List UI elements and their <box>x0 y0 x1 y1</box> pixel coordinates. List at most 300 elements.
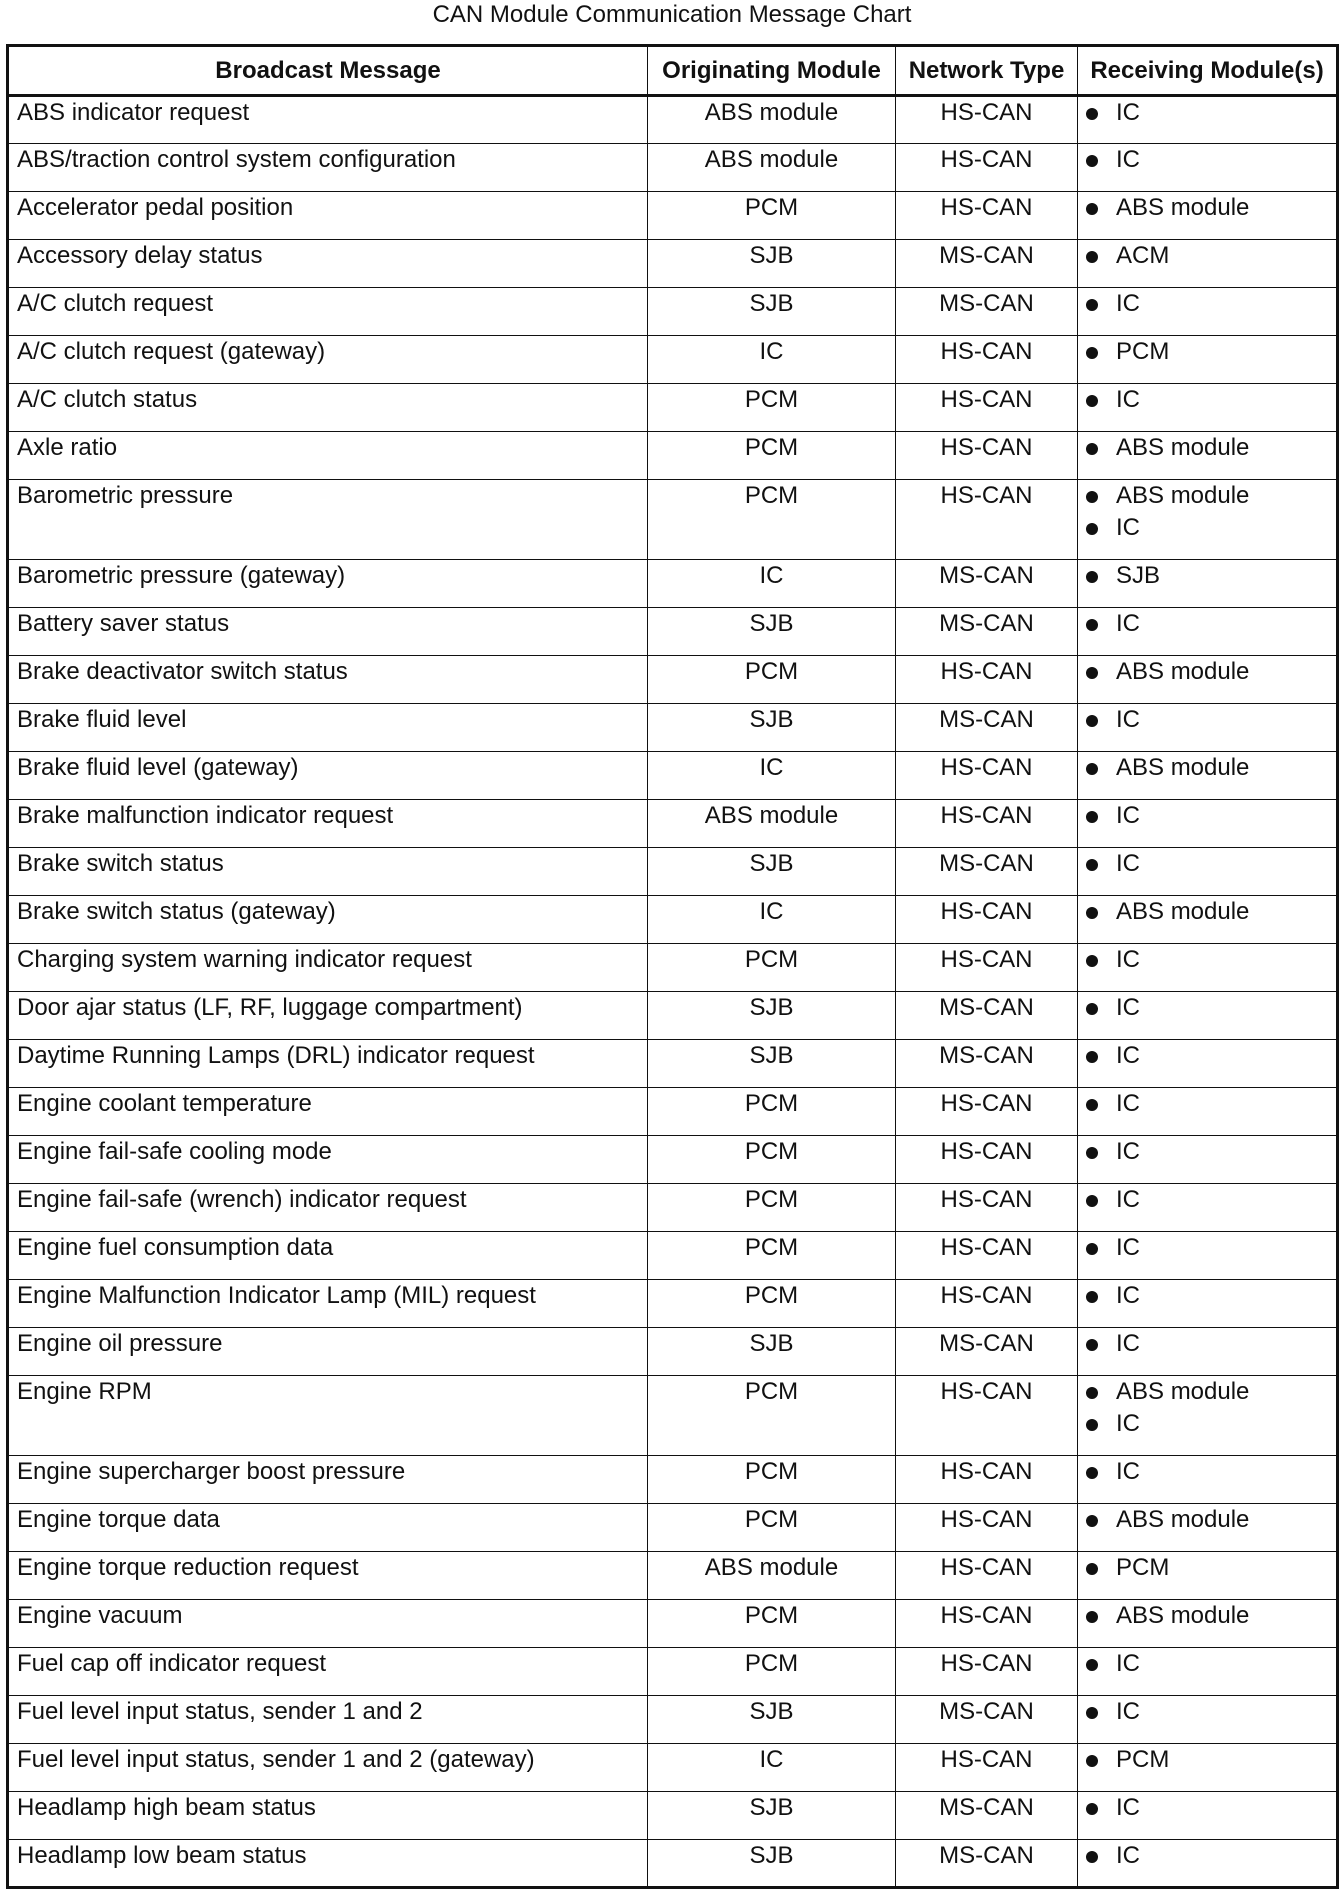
broadcast-message-cell: Brake malfunction indicator request <box>8 800 648 848</box>
receiving-module-item <box>1086 1600 1328 1632</box>
broadcast-message-cell: Engine fail-safe cooling mode <box>8 1136 648 1184</box>
table-row <box>8 704 1338 752</box>
receiving-modules-list <box>1086 1328 1328 1360</box>
table-row <box>8 288 1338 336</box>
receiving-modules-list <box>1086 384 1328 416</box>
broadcast-message-cell: Brake fluid level <box>8 704 648 752</box>
table-row <box>8 1456 1338 1504</box>
broadcast-message-cell: Engine fail-safe (wrench) indicator request <box>8 1184 648 1232</box>
broadcast-message-cell: Accessory delay status <box>8 240 648 288</box>
network-type-cell: MS-CAN <box>896 1328 1078 1376</box>
broadcast-message-cell: Fuel cap off indicator request <box>8 1648 648 1696</box>
receiving-modules-cell <box>1078 1136 1338 1184</box>
receiving-module-item <box>1086 608 1328 640</box>
table-row <box>8 1088 1338 1136</box>
bullet-icon <box>1086 1243 1098 1255</box>
bullet-icon <box>1086 1339 1098 1351</box>
receiving-module-item <box>1086 1376 1328 1408</box>
receiving-modules-cell <box>1078 1040 1338 1088</box>
originating-module-cell: PCM <box>648 480 896 560</box>
broadcast-message-cell: ABS/traction control system configuration <box>8 144 648 192</box>
broadcast-message-cell: Engine oil pressure <box>8 1328 648 1376</box>
receiving-module-item <box>1086 1552 1328 1584</box>
network-type-cell: MS-CAN <box>896 992 1078 1040</box>
receiving-module-label: PCM <box>1116 338 1170 365</box>
network-type-cell: HS-CAN <box>896 1280 1078 1328</box>
receiving-module-item <box>1086 1504 1328 1536</box>
receiving-module-label: PCM <box>1116 1554 1170 1581</box>
receiving-modules-list <box>1086 1552 1328 1584</box>
receiving-modules-list <box>1086 1600 1328 1632</box>
table-row <box>8 144 1338 192</box>
network-type-cell: HS-CAN <box>896 1648 1078 1696</box>
bullet-icon <box>1086 251 1098 263</box>
broadcast-message-cell: ABS indicator request <box>8 96 648 144</box>
bullet-icon <box>1086 1195 1098 1207</box>
table-row <box>8 944 1338 992</box>
receiving-modules-list <box>1086 1456 1328 1488</box>
network-type-cell: HS-CAN <box>896 1504 1078 1552</box>
bullet-icon <box>1086 108 1098 120</box>
broadcast-message-cell: Axle ratio <box>8 432 648 480</box>
network-type-cell: HS-CAN <box>896 192 1078 240</box>
broadcast-message-cell: Battery saver status <box>8 608 648 656</box>
receiving-modules-list <box>1086 240 1328 272</box>
originating-module-cell: ABS module <box>648 144 896 192</box>
table-row <box>8 1696 1338 1744</box>
broadcast-message-cell: Barometric pressure (gateway) <box>8 560 648 608</box>
receiving-module-item <box>1086 1456 1328 1488</box>
network-type-cell: HS-CAN <box>896 944 1078 992</box>
receiving-modules-list <box>1086 752 1328 784</box>
receiving-module-label: IC <box>1116 1650 1140 1677</box>
table-row <box>8 608 1338 656</box>
broadcast-message-cell: Engine coolant temperature <box>8 1088 648 1136</box>
receiving-module-label: ABS module <box>1116 1602 1250 1629</box>
bullet-icon <box>1086 395 1098 407</box>
broadcast-message-cell: Headlamp low beam status <box>8 1840 648 1888</box>
broadcast-message-cell: Brake switch status (gateway) <box>8 896 648 944</box>
receiving-modules-cell <box>1078 896 1338 944</box>
receiving-modules-cell <box>1078 800 1338 848</box>
originating-module-cell: ABS module <box>648 1552 896 1600</box>
bullet-icon <box>1086 1291 1098 1303</box>
receiving-module-item <box>1086 384 1328 416</box>
receiving-module-label: IC <box>1116 1698 1140 1725</box>
table-row <box>8 656 1338 704</box>
broadcast-message-cell: Brake switch status <box>8 848 648 896</box>
table-row <box>8 1040 1338 1088</box>
receiving-modules-cell <box>1078 1328 1338 1376</box>
receiving-module-item <box>1086 1088 1328 1120</box>
table-row <box>8 1600 1338 1648</box>
receiving-modules-cell <box>1078 1280 1338 1328</box>
table-header-row <box>8 46 1338 96</box>
bullet-icon <box>1086 1707 1098 1719</box>
bullet-icon <box>1086 1419 1098 1431</box>
table-row <box>8 1136 1338 1184</box>
bullet-icon <box>1086 667 1098 679</box>
broadcast-message-cell: Daytime Running Lamps (DRL) indicator request <box>8 1040 648 1088</box>
broadcast-message-cell: Brake fluid level (gateway) <box>8 752 648 800</box>
receiving-module-label: IC <box>1116 386 1140 413</box>
network-type-cell: HS-CAN <box>896 1232 1078 1280</box>
receiving-module-item <box>1086 512 1328 544</box>
table-row <box>8 336 1338 384</box>
receiving-modules-list <box>1086 97 1328 129</box>
receiving-module-label: IC <box>1116 1234 1140 1261</box>
table-row <box>8 1840 1338 1888</box>
receiving-module-item <box>1086 1840 1328 1872</box>
receiving-module-item <box>1086 560 1328 592</box>
receiving-module-label: IC <box>1116 1842 1140 1869</box>
receiving-modules-cell <box>1078 992 1338 1040</box>
receiving-module-item <box>1086 432 1328 464</box>
receiving-modules-list <box>1086 1376 1328 1440</box>
receiving-module-item <box>1086 144 1328 176</box>
receiving-modules-list <box>1086 1792 1328 1824</box>
receiving-module-label: ABS module <box>1116 898 1250 925</box>
receiving-module-label: ACM <box>1116 242 1170 269</box>
originating-module-cell: IC <box>648 560 896 608</box>
broadcast-message-cell: Fuel level input status, sender 1 and 2 (gateway) <box>8 1744 648 1792</box>
receiving-module-label: IC <box>1116 1282 1140 1309</box>
table-row <box>8 848 1338 896</box>
receiving-modules-list <box>1086 1840 1328 1872</box>
originating-module-cell: SJB <box>648 1696 896 1744</box>
receiving-modules-cell <box>1078 1600 1338 1648</box>
receiving-modules-list <box>1086 1504 1328 1536</box>
table-row <box>8 1504 1338 1552</box>
receiving-modules-cell <box>1078 1088 1338 1136</box>
bullet-icon <box>1086 1387 1098 1399</box>
table-row <box>8 1648 1338 1696</box>
originating-module-cell: PCM <box>648 1376 896 1456</box>
receiving-modules-cell <box>1078 432 1338 480</box>
receiving-modules-list <box>1086 896 1328 928</box>
network-type-cell: MS-CAN <box>896 1040 1078 1088</box>
receiving-modules-cell <box>1078 656 1338 704</box>
receiving-modules-cell <box>1078 1552 1338 1600</box>
originating-module-cell: IC <box>648 336 896 384</box>
bullet-icon <box>1086 859 1098 871</box>
broadcast-message-cell: Headlamp high beam status <box>8 1792 648 1840</box>
receiving-modules-cell <box>1078 1232 1338 1280</box>
chart-title: CAN Module Communication Message Chart <box>432 1 912 28</box>
network-type-cell: HS-CAN <box>896 1552 1078 1600</box>
bullet-icon <box>1086 811 1098 823</box>
receiving-modules-list <box>1086 1280 1328 1312</box>
originating-module-cell: ABS module <box>648 96 896 144</box>
receiving-module-item <box>1086 1136 1328 1168</box>
bullet-icon <box>1086 1099 1098 1111</box>
bullet-icon <box>1086 619 1098 631</box>
receiving-modules-cell <box>1078 752 1338 800</box>
column-header-broadcast-message: Broadcast Message <box>8 46 648 96</box>
network-type-cell: HS-CAN <box>896 1600 1078 1648</box>
table-body <box>8 96 1338 1888</box>
receiving-module-label: ABS module <box>1116 754 1250 781</box>
broadcast-message-cell: Fuel level input status, sender 1 and 2 <box>8 1696 648 1744</box>
originating-module-cell: SJB <box>648 1040 896 1088</box>
table-row <box>8 896 1338 944</box>
network-type-cell: MS-CAN <box>896 848 1078 896</box>
broadcast-message-cell: Door ajar status (LF, RF, luggage compartment) <box>8 992 648 1040</box>
receiving-module-label: SJB <box>1116 562 1161 589</box>
originating-module-cell: PCM <box>648 192 896 240</box>
broadcast-message-cell: Accelerator pedal position <box>8 192 648 240</box>
originating-module-cell: SJB <box>648 1840 896 1888</box>
receiving-modules-list <box>1086 1088 1328 1120</box>
table-row <box>8 992 1338 1040</box>
receiving-modules-list <box>1086 848 1328 880</box>
broadcast-message-cell: Engine torque data <box>8 1504 648 1552</box>
receiving-modules-cell <box>1078 560 1338 608</box>
bullet-icon <box>1086 1563 1098 1575</box>
receiving-module-label: IC <box>1116 146 1140 173</box>
receiving-module-item <box>1086 896 1328 928</box>
broadcast-message-cell: A/C clutch request (gateway) <box>8 336 648 384</box>
receiving-module-label: IC <box>1116 994 1140 1021</box>
table-row <box>8 1744 1338 1792</box>
broadcast-message-cell: Barometric pressure <box>8 480 648 560</box>
receiving-module-label: ABS module <box>1116 434 1250 461</box>
table-row <box>8 480 1338 560</box>
broadcast-message-cell: Engine vacuum <box>8 1600 648 1648</box>
receiving-modules-list <box>1086 608 1328 640</box>
receiving-modules-list <box>1086 1696 1328 1728</box>
receiving-modules-cell <box>1078 1648 1338 1696</box>
table-row <box>8 752 1338 800</box>
broadcast-message-cell: Engine Malfunction Indicator Lamp (MIL) request <box>8 1280 648 1328</box>
receiving-modules-cell <box>1078 608 1338 656</box>
bullet-icon <box>1086 1803 1098 1815</box>
bullet-icon <box>1086 1515 1098 1527</box>
message-table <box>6 44 1339 1889</box>
network-type-cell: HS-CAN <box>896 96 1078 144</box>
table-row <box>8 96 1338 144</box>
bullet-icon <box>1086 443 1098 455</box>
bullet-icon <box>1086 523 1098 535</box>
table-row <box>8 384 1338 432</box>
table-row <box>8 1232 1338 1280</box>
receiving-module-label: IC <box>1116 1794 1140 1821</box>
network-type-cell: MS-CAN <box>896 288 1078 336</box>
network-type-cell: MS-CAN <box>896 704 1078 752</box>
receiving-module-label: IC <box>1116 802 1140 829</box>
receiving-modules-list <box>1086 1232 1328 1264</box>
column-header-originating-module: Originating Module <box>648 46 896 96</box>
receiving-module-label: IC <box>1116 946 1140 973</box>
receiving-module-label: IC <box>1116 1090 1140 1117</box>
bullet-icon <box>1086 1051 1098 1063</box>
receiving-modules-cell <box>1078 848 1338 896</box>
receiving-module-label: IC <box>1116 514 1140 541</box>
receiving-modules-list <box>1086 992 1328 1024</box>
receiving-module-label: IC <box>1116 1458 1140 1485</box>
originating-module-cell: SJB <box>648 1328 896 1376</box>
receiving-module-item <box>1086 240 1328 272</box>
bullet-icon <box>1086 1611 1098 1623</box>
column-header-network-type: Network Type <box>896 46 1078 96</box>
receiving-module-label: IC <box>1116 290 1140 317</box>
bullet-icon <box>1086 1755 1098 1767</box>
originating-module-cell: IC <box>648 1744 896 1792</box>
originating-module-cell: IC <box>648 896 896 944</box>
network-type-cell: HS-CAN <box>896 800 1078 848</box>
receiving-module-item <box>1086 848 1328 880</box>
broadcast-message-cell: A/C clutch request <box>8 288 648 336</box>
network-type-cell: HS-CAN <box>896 896 1078 944</box>
receiving-modules-list <box>1086 336 1328 368</box>
receiving-modules-cell <box>1078 1504 1338 1552</box>
table-row <box>8 1184 1338 1232</box>
receiving-modules-list <box>1086 656 1328 688</box>
table-row <box>8 800 1338 848</box>
originating-module-cell: SJB <box>648 608 896 656</box>
receiving-modules-cell <box>1078 1792 1338 1840</box>
network-type-cell: HS-CAN <box>896 480 1078 560</box>
receiving-modules-list <box>1086 560 1328 592</box>
bullet-icon <box>1086 1147 1098 1159</box>
receiving-modules-list <box>1086 432 1328 464</box>
broadcast-message-cell: Charging system warning indicator request <box>8 944 648 992</box>
receiving-module-item <box>1086 1280 1328 1312</box>
receiving-module-item <box>1086 1040 1328 1072</box>
receiving-module-item <box>1086 800 1328 832</box>
receiving-module-label: IC <box>1116 1330 1140 1357</box>
table-row <box>8 432 1338 480</box>
bullet-icon <box>1086 155 1098 167</box>
receiving-modules-cell <box>1078 704 1338 752</box>
receiving-modules-list <box>1086 1136 1328 1168</box>
receiving-module-label: IC <box>1116 850 1140 877</box>
receiving-module-label: ABS module <box>1116 1506 1250 1533</box>
originating-module-cell: PCM <box>648 656 896 704</box>
receiving-module-item <box>1086 704 1328 736</box>
receiving-modules-cell <box>1078 96 1338 144</box>
network-type-cell: HS-CAN <box>896 432 1078 480</box>
receiving-modules-list <box>1086 288 1328 320</box>
network-type-cell: HS-CAN <box>896 752 1078 800</box>
originating-module-cell: SJB <box>648 704 896 752</box>
network-type-cell: HS-CAN <box>896 1088 1078 1136</box>
network-type-cell: HS-CAN <box>896 1184 1078 1232</box>
originating-module-cell: PCM <box>648 944 896 992</box>
receiving-modules-cell <box>1078 1696 1338 1744</box>
receiving-module-item <box>1086 1792 1328 1824</box>
receiving-modules-list <box>1086 704 1328 736</box>
table-row <box>8 560 1338 608</box>
table-row <box>8 1280 1338 1328</box>
originating-module-cell: PCM <box>648 1136 896 1184</box>
originating-module-cell: PCM <box>648 1504 896 1552</box>
receiving-modules-cell <box>1078 1840 1338 1888</box>
receiving-modules-cell <box>1078 480 1338 560</box>
receiving-modules-cell <box>1078 192 1338 240</box>
originating-module-cell: PCM <box>648 1232 896 1280</box>
originating-module-cell: PCM <box>648 1280 896 1328</box>
receiving-module-item <box>1086 288 1328 320</box>
receiving-module-label: ABS module <box>1116 482 1250 509</box>
originating-module-cell: IC <box>648 752 896 800</box>
receiving-module-item <box>1086 752 1328 784</box>
bullet-icon <box>1086 299 1098 311</box>
receiving-module-label: ABS module <box>1116 194 1250 221</box>
receiving-modules-cell <box>1078 1456 1338 1504</box>
receiving-modules-cell <box>1078 384 1338 432</box>
receiving-modules-cell <box>1078 336 1338 384</box>
receiving-modules-list <box>1086 800 1328 832</box>
network-type-cell: HS-CAN <box>896 1136 1078 1184</box>
network-type-cell: HS-CAN <box>896 1744 1078 1792</box>
broadcast-message-cell: Engine fuel consumption data <box>8 1232 648 1280</box>
bullet-icon <box>1086 203 1098 215</box>
table-row <box>8 240 1338 288</box>
originating-module-cell: SJB <box>648 288 896 336</box>
receiving-modules-list <box>1086 1184 1328 1216</box>
receiving-module-label: IC <box>1116 610 1140 637</box>
bullet-icon <box>1086 1659 1098 1671</box>
receiving-modules-list <box>1086 144 1328 176</box>
network-type-cell: MS-CAN <box>896 560 1078 608</box>
table-row <box>8 1792 1338 1840</box>
receiving-module-item <box>1086 992 1328 1024</box>
bullet-icon <box>1086 491 1098 503</box>
receiving-module-item <box>1086 1184 1328 1216</box>
originating-module-cell: SJB <box>648 848 896 896</box>
bullet-icon <box>1086 1467 1098 1479</box>
network-type-cell: HS-CAN <box>896 1376 1078 1456</box>
receiving-module-label: IC <box>1116 99 1140 126</box>
receiving-modules-cell <box>1078 144 1338 192</box>
originating-module-cell: SJB <box>648 992 896 1040</box>
network-type-cell: HS-CAN <box>896 384 1078 432</box>
receiving-module-item <box>1086 944 1328 976</box>
receiving-modules-cell <box>1078 1744 1338 1792</box>
network-type-cell: MS-CAN <box>896 1696 1078 1744</box>
receiving-module-label: PCM <box>1116 1746 1170 1773</box>
network-type-cell: MS-CAN <box>896 240 1078 288</box>
originating-module-cell: PCM <box>648 1088 896 1136</box>
receiving-modules-cell <box>1078 1184 1338 1232</box>
network-type-cell: MS-CAN <box>896 608 1078 656</box>
receiving-module-item <box>1086 480 1328 512</box>
receiving-modules-cell <box>1078 240 1338 288</box>
broadcast-message-cell: Engine RPM <box>8 1376 648 1456</box>
receiving-module-item <box>1086 1696 1328 1728</box>
receiving-modules-list <box>1086 944 1328 976</box>
originating-module-cell: PCM <box>648 432 896 480</box>
originating-module-cell: SJB <box>648 240 896 288</box>
receiving-module-label: IC <box>1116 1042 1140 1069</box>
receiving-module-item <box>1086 1744 1328 1776</box>
receiving-module-item <box>1086 336 1328 368</box>
originating-module-cell: PCM <box>648 1600 896 1648</box>
receiving-modules-list <box>1086 1040 1328 1072</box>
receiving-module-label: IC <box>1116 1186 1140 1213</box>
originating-module-cell: SJB <box>648 1792 896 1840</box>
receiving-module-item <box>1086 1232 1328 1264</box>
receiving-modules-list <box>1086 1744 1328 1776</box>
broadcast-message-cell: Engine supercharger boost pressure <box>8 1456 648 1504</box>
table-row <box>8 1552 1338 1600</box>
receiving-module-label: IC <box>1116 1138 1140 1165</box>
bullet-icon <box>1086 571 1098 583</box>
network-type-cell: HS-CAN <box>896 144 1078 192</box>
originating-module-cell: ABS module <box>648 800 896 848</box>
originating-module-cell: PCM <box>648 1648 896 1696</box>
